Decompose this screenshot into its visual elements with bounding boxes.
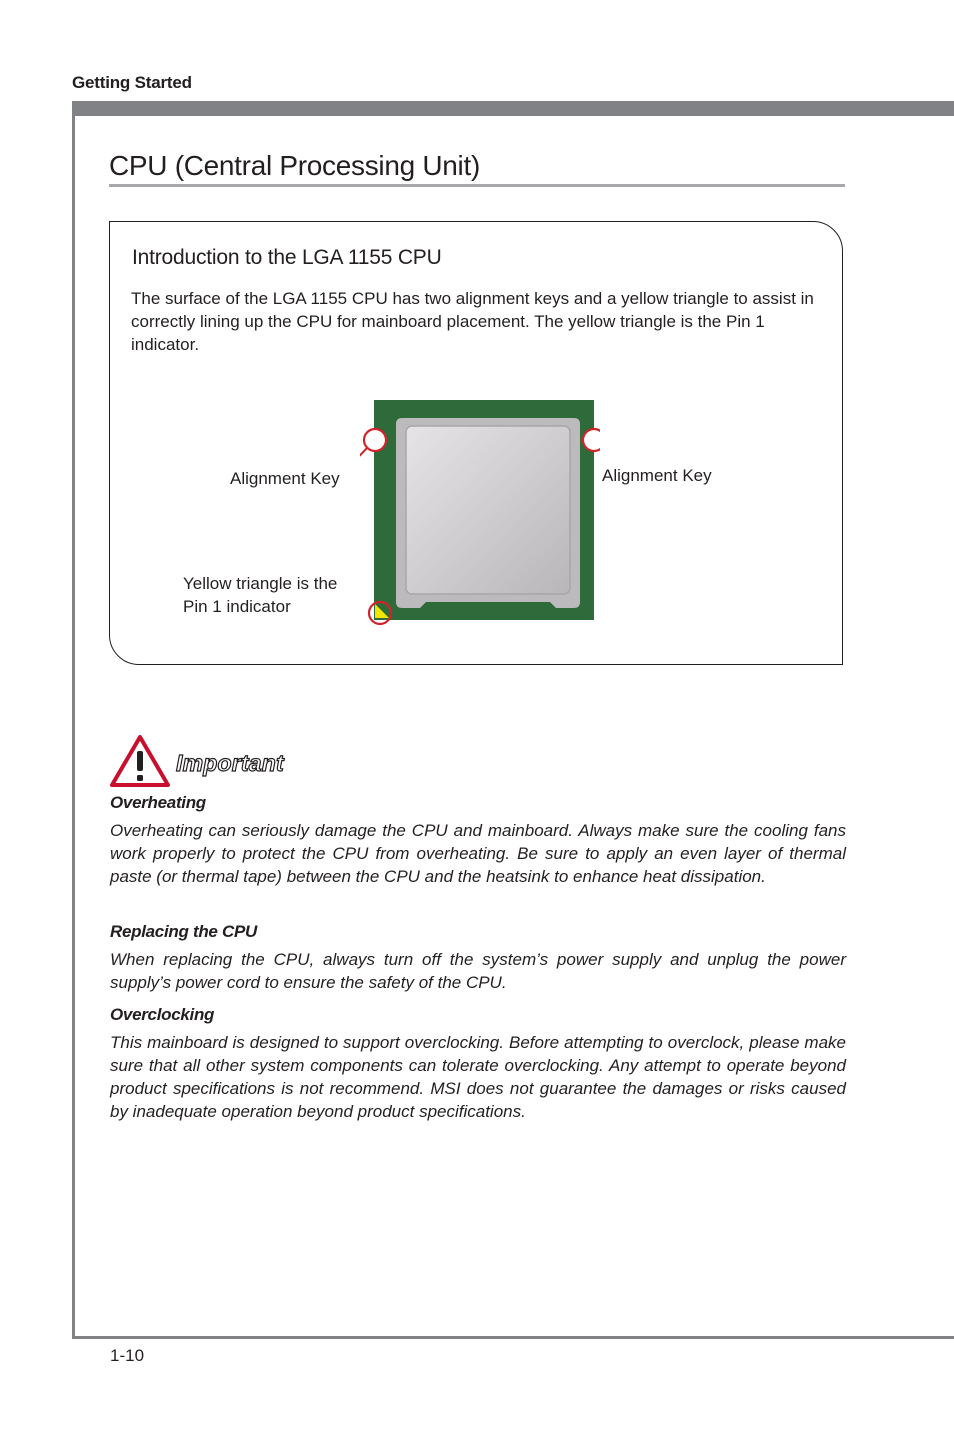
header-bar	[72, 101, 954, 116]
note-heading-overheating: Overheating	[110, 793, 206, 812]
intro-heading: Introduction to the LGA 1155 CPU	[132, 246, 442, 269]
title-underline	[109, 184, 845, 187]
right-alignment-key-marker	[583, 429, 600, 451]
cpu-diagram	[360, 396, 600, 628]
note-body-overheating: Overheating can seriously damage the CPU and mainboard. Always make sure the cooling fans work properly to protect the CPU from overheating. Be sure to apply an even layer of thermal paste (or thermal tape) between the CPU and the heatsink to enhance heat dissipation.	[110, 821, 846, 886]
page-title: CPU (Central Processing Unit)	[109, 150, 480, 181]
left-key-leader	[360, 448, 367, 473]
note-body-overclocking: This mainboard is designed to support overclocking. Before attempting to overclock, please make sure that all other system components can tolerate overclocking. Any attempt to operate beyond product specifications is not recommend. MSI does not guarantee the damages or risks caused by inadequate operation beyond product specifications.	[110, 1033, 846, 1121]
section-label: Getting Started	[72, 73, 192, 92]
note-heading-overclocking: Overclocking	[110, 1005, 215, 1024]
intro-body: The surface of the LGA 1155 CPU has two alignment keys and a yellow triangle to assist in correctly lining up the CPU for mainboard placement. The yellow triangle is the Pin 1 indicator.	[131, 289, 814, 354]
right-alignment-key-label: Alignment Key	[602, 466, 712, 485]
pin1-label-line1: Yellow triangle is the	[183, 574, 338, 593]
footer-rule	[72, 1336, 954, 1339]
important-label: Important	[176, 750, 284, 776]
page-number: 1-10	[110, 1346, 145, 1365]
left-alignment-key-marker	[364, 429, 386, 451]
note-heading-replacing-cpu: Replacing the CPU	[110, 922, 257, 941]
pin1-label-line2: Pin 1 indicator	[183, 597, 291, 616]
cpu-heatspreader	[406, 426, 570, 594]
left-margin-rule	[72, 101, 75, 1339]
warning-icon	[109, 734, 171, 788]
note-body-replacing-cpu: When replacing the CPU, always turn off the system’s power supply and unplug the power supply’s power cord to ensure the safety of the CPU.	[110, 950, 846, 992]
left-alignment-key-label: Alignment Key	[230, 469, 340, 488]
